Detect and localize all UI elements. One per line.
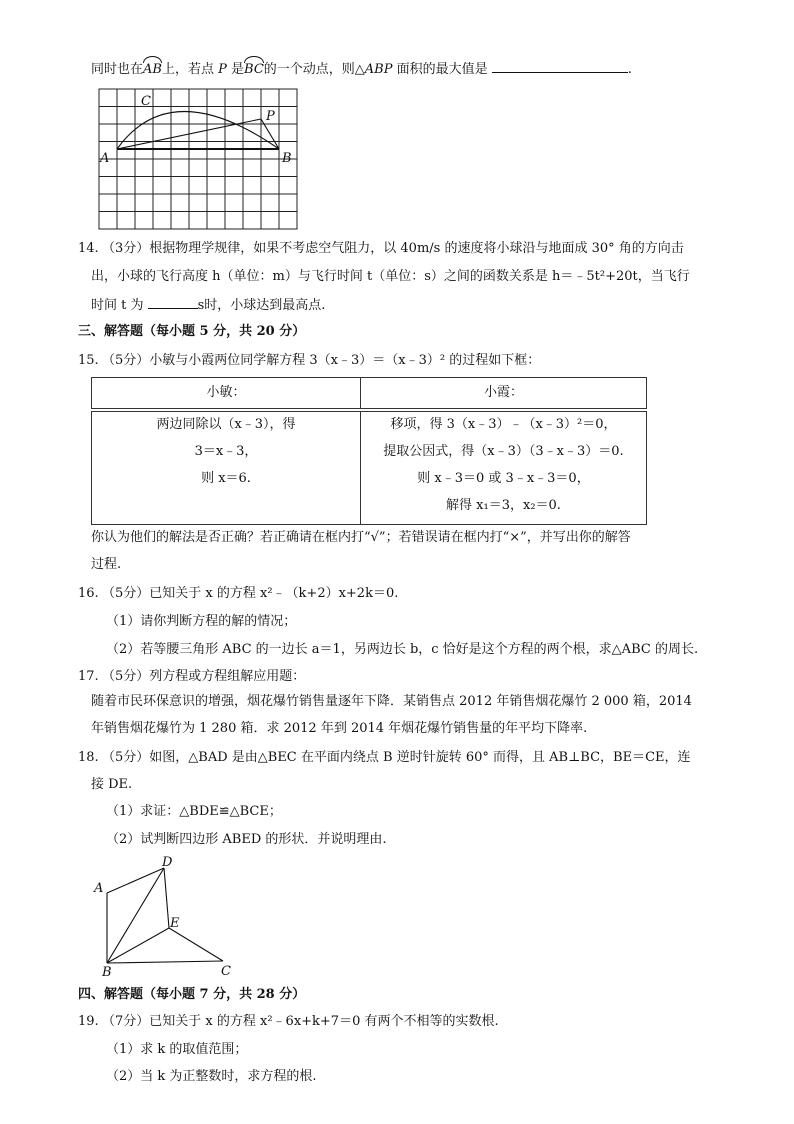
q15-line-1: （5分）小敏与小霞两位同学解方程 3（x﹣3）＝（x﹣3）² 的过程如下框： bbox=[102, 353, 541, 368]
label-d: D bbox=[162, 855, 173, 870]
q14-answer-blank[interactable] bbox=[148, 296, 198, 309]
q13-text-mid3: 的一个动点，则△ bbox=[263, 62, 365, 77]
q13-grid-figure bbox=[94, 86, 304, 232]
arc-acb bbox=[117, 112, 279, 150]
q19-number: 19. bbox=[78, 1014, 99, 1029]
q16-sub-2: （2）若等腰三角形 ABC 的一边长 a＝1，另两边长 b，c 恰好是这个方程的两个根，求△ABC 的周长. bbox=[106, 642, 699, 657]
segment-ec bbox=[169, 928, 223, 961]
q13-answer-blank[interactable] bbox=[492, 60, 628, 73]
label-a: A bbox=[100, 151, 110, 166]
q18-line-1: （5分）如图，△BAD 是由△BEC 在平面内绕点 B 逆时针旋转 60° 而得，且 AB⊥BC，BE＝CE，连 bbox=[102, 750, 691, 765]
q14-text-a: 时间 t 为 bbox=[91, 298, 144, 313]
segment-de bbox=[164, 868, 169, 928]
label-b: B bbox=[282, 151, 292, 166]
q19-sub-2: （2）当 k 为正整数时，求方程的根. bbox=[106, 1069, 317, 1084]
segment-be bbox=[107, 928, 169, 963]
xiaoxia-step-2: 提取公因式，得（x﹣3）（3﹣x﹣3）＝0. bbox=[383, 444, 624, 459]
q18-rotation-figure bbox=[90, 850, 240, 980]
header-xiaoxia: 小霞： bbox=[483, 385, 523, 400]
section-4-heading: 四、解答题（每小题 7 分，共 28 分） bbox=[78, 987, 306, 1002]
q17-line-2: 随着市民环保意识的增强，烟花爆竹销售量逐年下降．某销售点 2012 年销售烟花爆竹 2 000 箱，2014 bbox=[91, 694, 692, 709]
q17-line-1: （5分）列方程或方程组解应用题： bbox=[102, 669, 306, 684]
q13-triangle-abp: ABP bbox=[364, 62, 393, 77]
arc-ab: AB bbox=[143, 62, 162, 77]
label-c: C bbox=[141, 94, 151, 109]
q13-line: 同时也在AB上，若点 P 是BC的一个动点，则△ABP 面积的最大值是 . bbox=[91, 62, 632, 77]
q15-question-1: 你认为他们的解法是否正确？若正确请在框内打“√”；若错误请在框内打“×”，并写出你的解答 bbox=[91, 530, 631, 545]
xiaoxia-step-4: 解得 x₁＝3，x₂＝0. bbox=[446, 498, 561, 513]
q14-line-1: （3分）根据物理学规律，如果不考虑空气阻力，以 40m/s 的速度将小球沿与地面成 30° 角的方向击 bbox=[102, 241, 684, 256]
q14-text-b: s时，小球达到最高点. bbox=[197, 298, 326, 313]
segment-ad bbox=[107, 868, 164, 893]
q13-text-post: 面积的最大值是 bbox=[396, 62, 488, 77]
q19-sub-1: （1）求 k 的取值范围； bbox=[106, 1042, 248, 1057]
q16-line-1: （5分）已知关于 x 的方程 x²﹣（k+2）x+2k＝0. bbox=[102, 586, 399, 601]
label-c: C bbox=[221, 964, 231, 979]
xiaoxia-step-3: 则 x﹣3＝0 或 3﹣x﹣3＝0， bbox=[417, 471, 590, 486]
q17-line-3: 年销售烟花爆竹为 1 280 箱．求 2012 年到 2014 年烟花爆竹销售量的年平均下降率. bbox=[91, 721, 588, 736]
q18-number: 18. bbox=[78, 750, 99, 765]
q16-sub-1: （1）请你判断方程的解的情况； bbox=[106, 614, 297, 629]
q17-number: 17. bbox=[78, 669, 99, 684]
q16-number: 16. bbox=[78, 586, 99, 601]
q15-solution-box bbox=[91, 411, 647, 525]
arc-bc: BC bbox=[244, 62, 264, 77]
label-e: E bbox=[170, 916, 180, 931]
segment-bd bbox=[107, 868, 164, 963]
section-3-heading: 三、解答题（每小题 5 分，共 20 分） bbox=[78, 324, 306, 339]
label-a: A bbox=[94, 881, 104, 896]
q15-question-2: 过程. bbox=[91, 557, 122, 572]
q15-header-box bbox=[91, 377, 647, 409]
q19-line-1: （7分）已知关于 x 的方程 x²﹣6x+k+7＝0 有两个不相等的实数根. bbox=[102, 1014, 499, 1029]
q13-point-p: P bbox=[218, 62, 227, 77]
xiaoxia-step-1: 移项，得 3（x﹣3）﹣（x﹣3）²＝0， bbox=[390, 417, 617, 432]
q14-line-2: 出，小球的飞行高度 h（单位：m）与飞行时间 t（单位：s）之间的函数关系是 h＝﹣5t²+20t，当飞行 bbox=[91, 269, 690, 284]
q13-text-mid1: 上，若点 bbox=[161, 62, 214, 77]
q15-number: 15. bbox=[78, 353, 99, 368]
segment-bc bbox=[107, 961, 223, 963]
header-xiaomin: 小敏： bbox=[206, 385, 246, 400]
q13-text-mid2: 是 bbox=[231, 62, 245, 77]
q18-sub-2: （2）试判断四边形 ABED 的形状．并说明理由. bbox=[106, 832, 387, 847]
xiaomin-step-1: 两边同除以（x﹣3），得 bbox=[156, 417, 296, 432]
label-b: B bbox=[102, 965, 112, 980]
xiaomin-step-3: 则 x＝6. bbox=[201, 471, 251, 486]
xiaomin-step-2: 3＝x﹣3， bbox=[194, 444, 258, 459]
q18-line-2: 接 DE. bbox=[91, 777, 133, 792]
q14-number: 14. bbox=[78, 241, 99, 256]
q13-text-pre: 同时也在 bbox=[91, 62, 144, 77]
label-p: P bbox=[266, 109, 275, 124]
q14-line-3 bbox=[91, 296, 325, 315]
q18-sub-1: （1）求证：△BDE≌△BCE； bbox=[106, 804, 282, 819]
